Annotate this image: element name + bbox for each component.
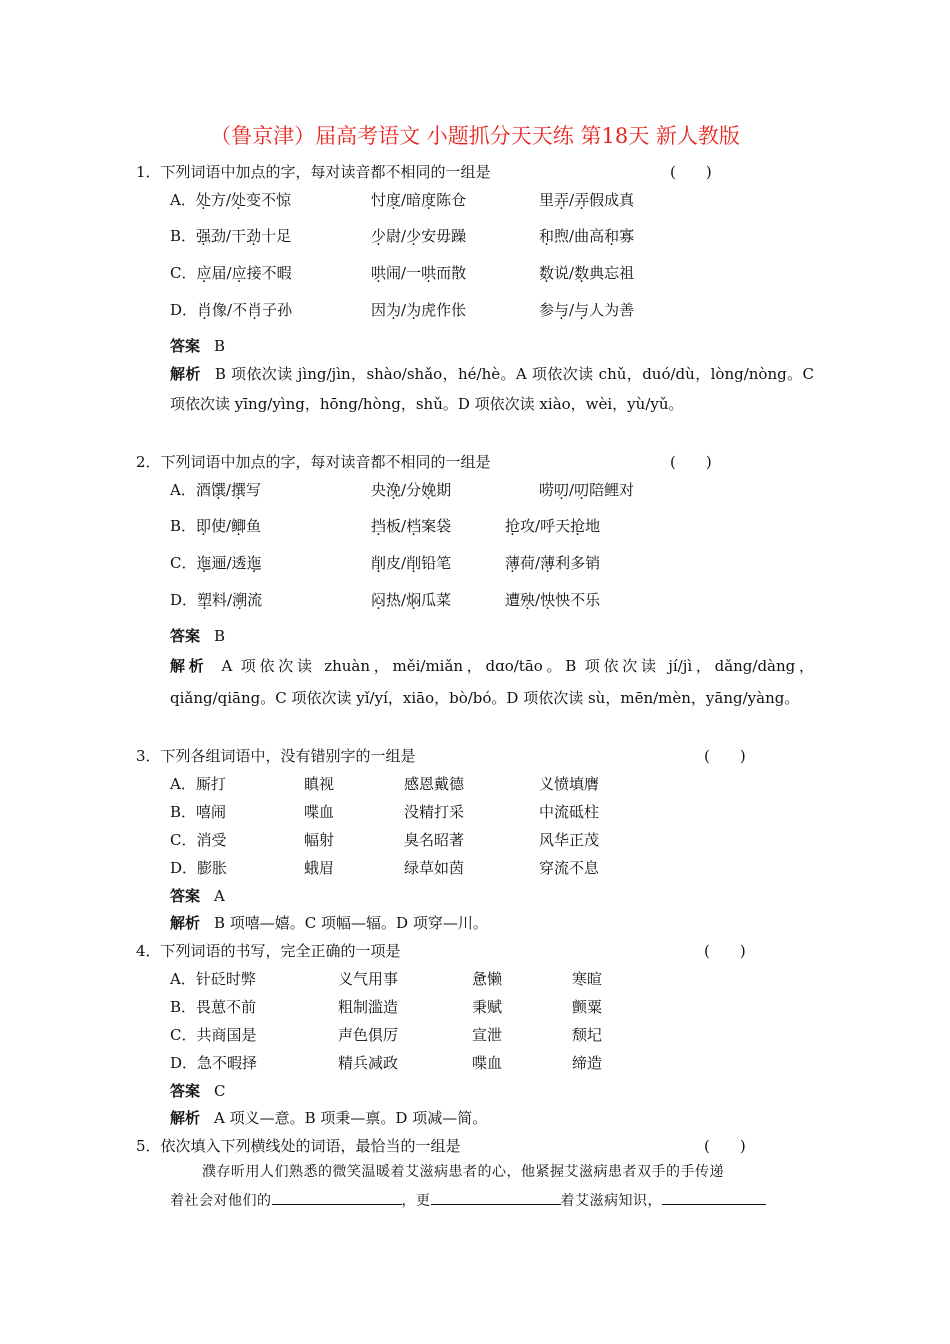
q4-option-b-3: 秉赋 [472, 998, 503, 1016]
q1-option-d-3: 参与/与人为善 [539, 301, 635, 319]
q4-option-c-1: C．共商国是 [170, 1026, 257, 1044]
q1-option-b-3: 和煦/曲高和寡 [539, 227, 635, 245]
q4-option-d-4: 缔造 [572, 1054, 603, 1072]
q1-option-a-3: 里弄/弄假成真 [539, 191, 635, 209]
question-5-stem: 5．依次填入下列横线处的词语，最恰当的一组是 [136, 1137, 461, 1155]
question-1-stem: 1．下列词语中加点的字，每对读音都不相同的一组是 [136, 163, 491, 181]
q2-option-c: C．迤逦/透迤 [170, 554, 262, 572]
q3-option-c-3: 臭名昭著 [404, 831, 465, 849]
q3-option-a-4: 义愤填膺 [539, 775, 600, 793]
q3-answer: 答案 A [170, 887, 225, 905]
q2-option-d-3: 遭殃/怏怏不乐 [505, 591, 601, 609]
question-2-stem: 2．下列词语中加点的字，每对读音都不相同的一组是 [136, 453, 491, 471]
q5-passage-line-2: 着社会对他们的 ，更 着艾滋病知识， [170, 1187, 814, 1216]
answer-bracket: ( ) [670, 453, 712, 471]
answer-bracket: ( ) [670, 163, 712, 181]
q3-option-c-2: 幅射 [304, 831, 335, 849]
q4-answer: 答案 C [170, 1082, 226, 1100]
q4-option-b-1: B．畏葸不前 [170, 998, 257, 1016]
q3-option-b-3: 没精打采 [404, 803, 465, 821]
question-4-stem: 4．下列词语的书写，完全正确的一项是 [136, 942, 401, 960]
answer-bracket: ( ) [704, 747, 746, 765]
q4-option-c-2: 声色俱厉 [338, 1026, 399, 1044]
q3-option-a-1: A．厮打 [170, 775, 226, 793]
q2-option-b-2: 挡板/档案袋 [371, 517, 452, 535]
question-3-stem: 3．下列各组词语中，没有错别字的一组是 [136, 747, 416, 765]
q1-option-b-2: 少尉/少安毋躁 [371, 227, 467, 245]
q3-option-c-4: 风华正茂 [539, 831, 600, 849]
q4-option-a-4: 寒暄 [572, 970, 603, 988]
q3-option-d-2: 蛾眉 [304, 859, 335, 877]
q1-explanation: 解析 B 项依次读 jìng/jìn，shào/shǎo，hé/hè。A 项依次读 chǔ，duó/dù，lòng/nòng。C 项依次读 yīng/yìng，hōng/hòng，shǔ。D 项依次读 xiào，wèi，yù/yǔ。 [170, 365, 814, 413]
q3-option-d-4: 穿流不息 [539, 859, 600, 877]
q1-option-c-3: 数说/数典忘祖 [539, 264, 635, 282]
q4-option-b-4: 颤粟 [572, 998, 603, 1016]
q4-option-a-1: A．针砭时弊 [170, 970, 256, 988]
fill-blank-1[interactable] [272, 1190, 402, 1205]
q2-option-a-3: 唠叨/叨陪鲤对 [539, 481, 635, 499]
q3-explanation: 解析 B 项嘻—嬉。C 项幅—辐。D 项穿—川。 [170, 914, 488, 932]
q1-option-c-2: 哄闹/一哄而散 [371, 264, 467, 282]
q3-option-b-2: 喋血 [304, 803, 335, 821]
fill-blank-3[interactable] [662, 1190, 766, 1205]
answer-bracket: ( ) [704, 1137, 746, 1155]
q3-option-d-3: 绿草如茵 [404, 859, 465, 877]
q1-answer: 答案 B [170, 337, 226, 355]
q2-option-b: B．即使/鲫鱼 [170, 517, 262, 535]
q3-option-b-1: B．嘻闹 [170, 803, 227, 821]
q2-explanation: 解析 A 项依次读 zhuàn，měi/miǎn，dɑo/tāo。B 项依次读 jí/jì，dǎng/dàng，qiǎng/qiāng。C 项依次读 yǐ/yí，xiāo，bò/bó。D 项依次读 sù，mēn/mèn，yāng/yàng。 [170, 657, 814, 707]
q3-option-a-2: 瞋视 [304, 775, 335, 793]
q4-option-d-1: D．急不暇择 [170, 1054, 258, 1072]
q4-option-d-2: 精兵减政 [338, 1054, 399, 1072]
q4-option-d-3: 喋血 [472, 1054, 503, 1072]
q2-option-c-3: 薄荷/薄利多销 [505, 554, 601, 572]
fill-blank-2[interactable] [431, 1190, 561, 1205]
q3-option-b-4: 中流砥柱 [539, 803, 600, 821]
page-title: （鲁京津）届高考语文 小题抓分天天练 第18天 新人教版 [210, 124, 740, 148]
q4-explanation: 解析 A 项义—意。B 项秉—禀。D 项减—简。 [170, 1109, 488, 1127]
q2-answer: 答案 B [170, 627, 226, 645]
q2-option-b-3: 抢攻/呼天抢地 [505, 517, 601, 535]
q5-passage-line-1: 濮存昕用人们熟悉的微笑温暖着艾滋病患者的心，他紧握艾滋病患者双手的手传递 [202, 1164, 724, 1180]
q4-option-b-2: 粗制滥造 [338, 998, 399, 1016]
q3-option-a-3: 感恩戴德 [404, 775, 465, 793]
q1-option-a: A．处方/处变不惊 [170, 191, 291, 209]
q1-option-a-label: A． [170, 191, 196, 209]
q2-option-d: D．塑料/溯流 [170, 591, 263, 609]
q1-option-d: D．肖像/不肖子孙 [170, 301, 293, 319]
q4-option-c-4: 颓圮 [572, 1026, 603, 1044]
answer-bracket: ( ) [704, 942, 746, 960]
q3-option-c-1: C．消受 [170, 831, 227, 849]
q4-option-a-3: 惫懒 [472, 970, 503, 988]
q2-option-a-2: 央浼/分娩期 [371, 481, 452, 499]
q2-option-c-2: 削皮/削铅笔 [371, 554, 452, 572]
q1-option-b: B．强劲/干劲十足 [170, 227, 292, 245]
q3-option-d-1: D．膨胀 [170, 859, 228, 877]
q2-option-a: A．酒馔/撰写 [170, 481, 261, 499]
q1-option-a-2: 忖度/暗度陈仓 [371, 191, 467, 209]
q2-option-d-2: 闷热/焖瓜菜 [371, 591, 452, 609]
q4-option-a-2: 义气用事 [338, 970, 399, 988]
q1-option-d-2: 因为/为虎作伥 [371, 301, 467, 319]
q4-option-c-3: 宣泄 [472, 1026, 503, 1044]
q1-option-c: C．应届/应接不暇 [170, 264, 292, 282]
